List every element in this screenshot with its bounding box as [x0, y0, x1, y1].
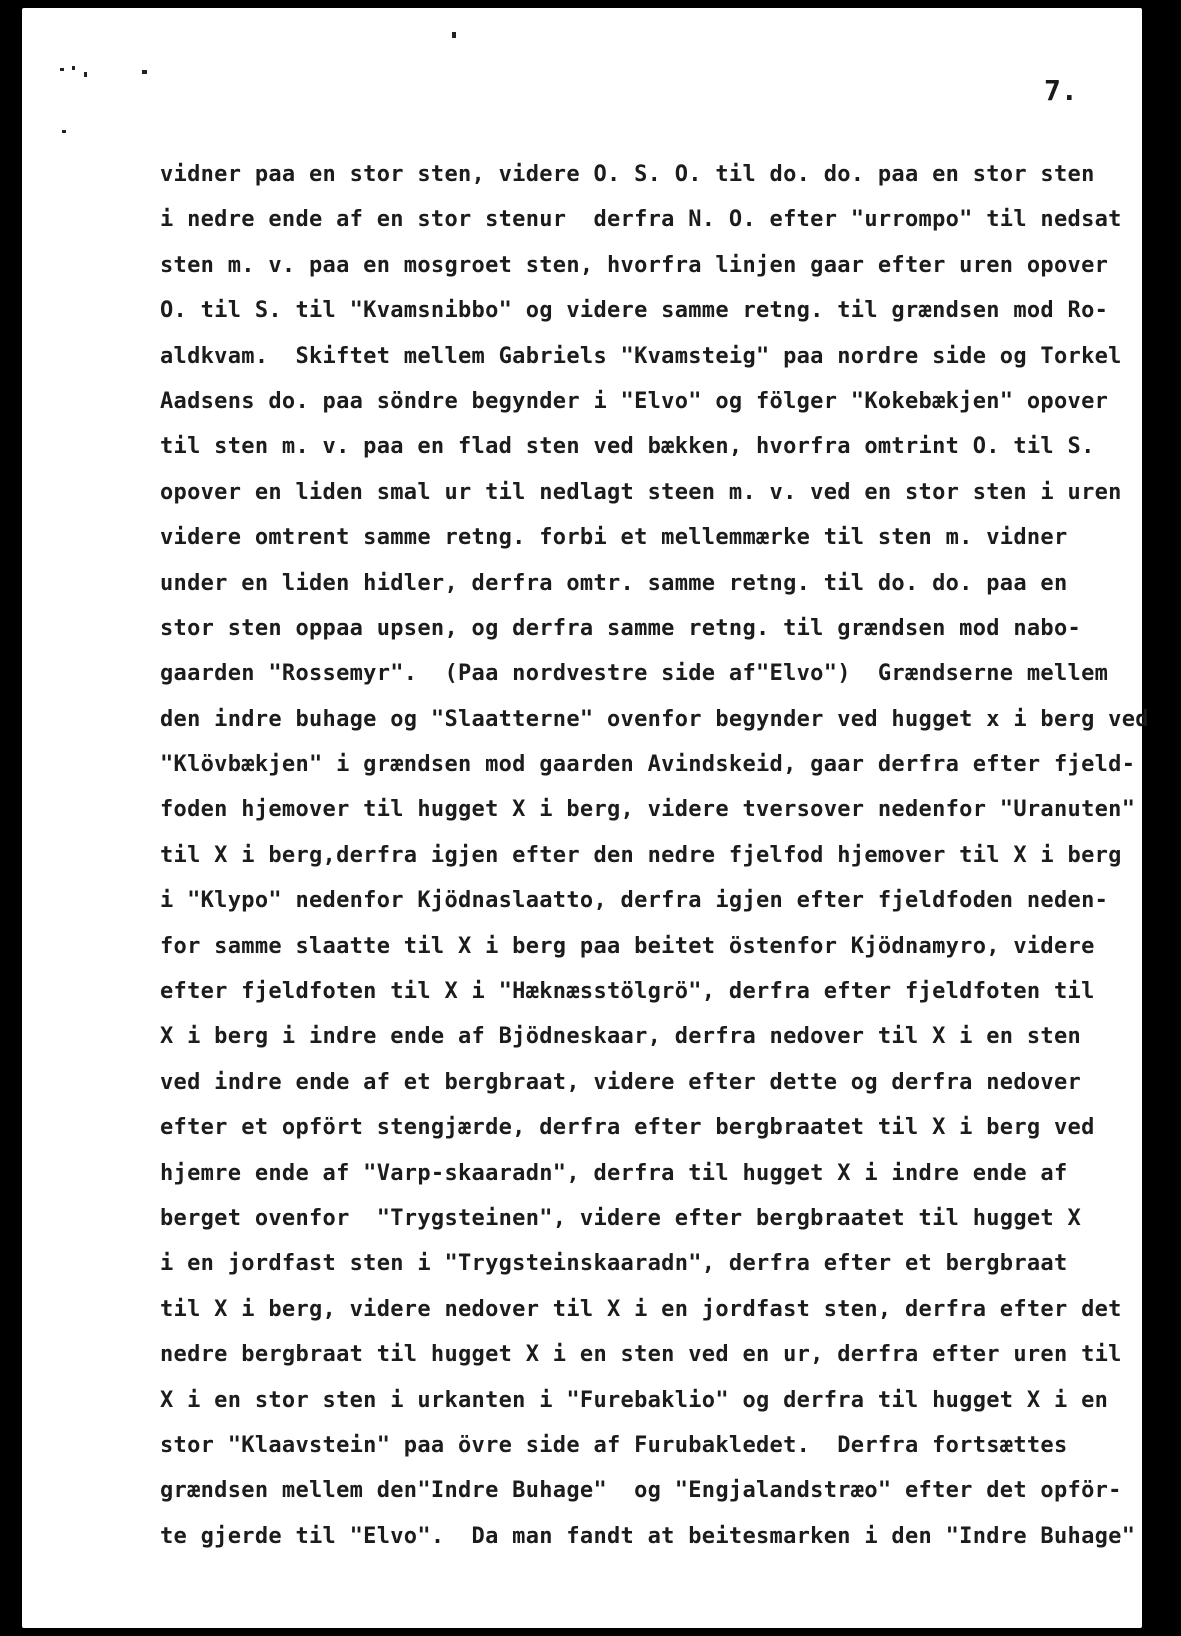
scan-speck: [60, 68, 64, 71]
text-line: til X i berg, videre nedover til X i en jordfast sten, derfra efter det: [160, 1296, 1122, 1322]
text-line: berget ovenfor "Trygsteinen", videre efter bergbraatet til hugget X: [160, 1205, 1082, 1231]
text-line: den indre buhage og "Slaatterne" ovenfor begynder ved hugget x i berg ved: [160, 706, 1149, 732]
text-line: sten m. v. paa en mosgroet sten, hvorfra linjen gaar efter uren opover: [160, 252, 1109, 278]
text-line: gaarden "Rossemyr". (Paa nordvestre side af"Elvo") Grændserne mellem: [160, 661, 1109, 687]
text-line: stor sten oppaa upsen, og derfra samme retng. til grændsen mod nabo-: [160, 615, 1082, 641]
text-line: ved indre ende af et bergbraat, videre efter dette og derfra nedover: [160, 1069, 1082, 1095]
text-line: foden hjemover til hugget X i berg, videre tversover nedenfor "Uranuten": [160, 797, 1136, 823]
text-line: O. til S. til "Kvamsnibbo" og videre samme retng. til grændsen mod Ro-: [160, 298, 1109, 324]
scan-speck: [452, 32, 456, 38]
text-line: te gjerde til "Elvo". Da man fandt at beitesmarken i den "Indre Buhage": [160, 1523, 1136, 1549]
text-line: Aadsens do. paa söndre begynder i "Elvo" og fölger "Kokebækjen" opover: [160, 388, 1109, 414]
text-line: X i en stor sten i urkanten i "Furebaklio" og derfra til hugget X i en: [160, 1387, 1109, 1413]
scan-speck: [84, 72, 87, 77]
page-number: 7.: [1044, 74, 1078, 107]
text-line: vidner paa en stor sten, videre O. S. O. til do. do. paa en stor sten: [160, 162, 1095, 187]
text-line: til X i berg,derfra igjen efter den nedre fjelfod hjemover til X i berg: [160, 842, 1122, 868]
text-line: X i berg i indre ende af Bjödneskaar, derfra nedover til X i en sten: [160, 1024, 1082, 1050]
text-line: nedre bergbraat til hugget X i en sten ved en ur, derfra efter uren til: [160, 1342, 1122, 1368]
text-line: for samme slaatte til X i berg paa beitet östenfor Kjödnamyro, videre: [160, 933, 1095, 959]
text-line: i "Klypo" nedenfor Kjödnaslaatto, derfra igjen efter fjeldfoden neden-: [160, 888, 1109, 914]
text-line: under en liden hidler, derfra omtr. samme retng. til do. do. paa en: [160, 570, 1068, 596]
text-line: opover en liden smal ur til nedlagt steen m. v. ved en stor sten i uren: [160, 479, 1122, 505]
scan-speck: [72, 66, 75, 70]
text-line: aldkvam. Skiftet mellem Gabriels "Kvamsteig" paa nordre side og Torkel: [160, 343, 1122, 369]
text-line: videre omtrent samme retng. forbi et mellemmærke til sten m. vidner: [160, 525, 1068, 551]
scan-speck: [142, 70, 147, 74]
text-line: stor "Klaavstein" paa övre side af Furubakledet. Derfra fortsættes: [160, 1432, 1068, 1458]
text-line: grændsen mellem den"Indre Buhage" og "Engjalandstræo" efter det opför-: [160, 1478, 1122, 1504]
text-line: hjemre ende af "Varp-skaaradn", derfra til hugget X i indre ende af: [160, 1160, 1068, 1186]
text-line: efter fjeldfoten til X i "Hæknæsstölgrö", derfra efter fjeldfoten til: [160, 979, 1095, 1005]
text-line: til sten m. v. paa en flad sten ved bækken, hvorfra omtrint O. til S.: [160, 434, 1095, 460]
scan-speck: [62, 130, 66, 133]
text-line: "Klövbækjen" i grændsen mod gaarden Avindskeid, gaar derfra efter fjeld-: [160, 752, 1136, 778]
text-line: i en jordfast sten i "Trygsteinskaaradn", derfra efter et bergbraat: [160, 1251, 1068, 1277]
text-line: efter et opfört stengjærde, derfra efter bergbraatet til X i berg ved: [160, 1115, 1095, 1141]
text-line: i nedre ende af en stor stenur derfra N. O. efter "urrompo" til nedsat: [160, 207, 1122, 233]
typewritten-text: [160, 152, 1150, 1559]
